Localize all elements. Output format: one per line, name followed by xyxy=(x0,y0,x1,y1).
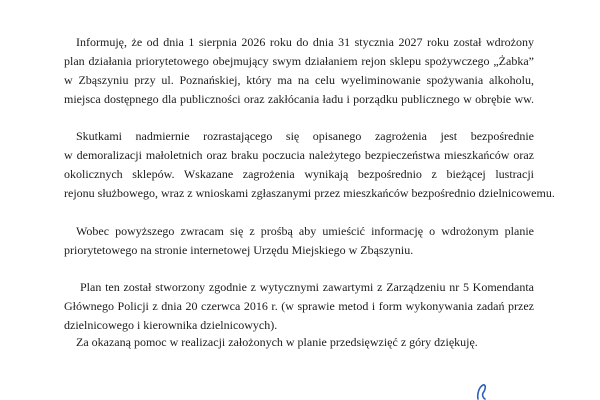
paragraph-1-line-4: miejsca dostępnego dla publiczności oraz zakłócania ładu i porządku publicznego w obrębie ww. xyxy=(64,92,534,106)
paragraph-2-line-2: w demoralizacji małoletnich oraz braku poczucia należytego bezpieczeństwa mieszkańców oraz xyxy=(64,148,534,162)
paragraph-5-line-1: Za okazaną pomoc w realizacji założonych w planie przedsięwzięć z góry dziękuję. xyxy=(76,335,478,349)
paragraph-1-line-3: w Zbąszyniu przy ul. Poznańskiej, który ma na celu wyeliminowanie spożywania alkoholu, xyxy=(64,73,534,87)
paragraph-4-line-1: Plan ten został stworzony zgodnie z wytycznymi zawartymi z Zarządzeniu nr 5 Komendanta xyxy=(80,280,534,294)
paragraph-1-line-2: plan działania priorytetowego obejmujący swym działaniem rejon sklepu spożywczego „Żabka” xyxy=(64,54,534,68)
paragraph-3-line-1: Wobec powyższego zwracam się z prośbą aby umieścić informację o wdrożonym planie xyxy=(76,224,534,238)
paragraph-2-line-1: Skutkami nadmiernie rozrastającego się opisanego zagrożenia jest bezpośrednie xyxy=(76,129,534,143)
paragraph-3-line-2: priorytetowego na stronie internetowej Urzędu Miejskiego w Zbąszyniu. xyxy=(64,243,414,257)
paragraph-4-line-2: Głównego Policji z dnia 20 czerwca 2016 r. (w sprawie metod i form wykonywania zadań przez xyxy=(64,299,534,313)
paragraph-2-line-3: okolicznych sklepów. Wskazane zagrożenia wynikają bezpośrednio z bieżącej lustracji xyxy=(64,167,534,181)
signature-stroke xyxy=(474,382,494,400)
paragraph-2-line-4: rejonu służbowego, wraz z wnioskami zgłaszanymi przez mieszkańców bezpośrednio dzielnicowemu. xyxy=(64,186,555,200)
paragraph-1-line-1: Informuję, że od dnia 1 sierpnia 2026 roku do dnia 31 stycznia 2027 roku został wdrożony xyxy=(76,35,534,49)
paragraph-4-line-3: dzielnicowego i kierownika dzielnicowych). xyxy=(64,318,278,332)
